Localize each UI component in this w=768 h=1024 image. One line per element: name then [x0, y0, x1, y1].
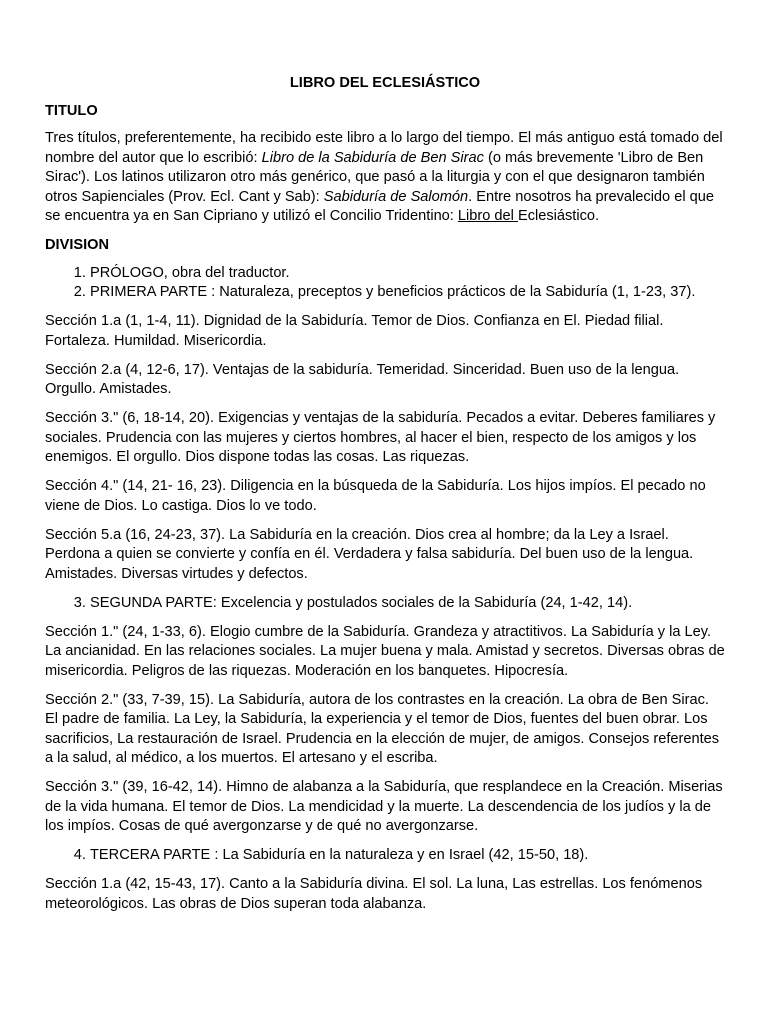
section-paragraph: Sección 1.a (42, 15-43, 17). Canto a la Sabiduría divina. El sol. La luna, Las estrellas. Los fenómenos meteorológicos. Las obras de Dios superan toda alabanza. — [45, 876, 703, 912]
titulo-paragraph: Tres títulos, preferentemente, ha recibido este libro a lo largo del tiempo. El más antiguo está tomado del nombre del autor que lo escribió: Libro de la Sabiduría de Ben Sirac (o más brevemente 'Libro de Ben Sirac'). Los latinos utilizaron otro más genérico, que pasó a la liturgia y con el que designaron también otros Sapienciales (Prov. Ecl. Cant y Sab): Sabiduría de Salomón. Entre nosotros ha prevalecido el que se encuentra ya en San Cipriano y utilizó el Concilio Tridentino: Libro del Eclesiástico. — [45, 130, 723, 224]
document-title: LIBRO DEL ECLESIÁSTICO — [289, 75, 481, 91]
part-item: 2. PRIMERA PARTE : Naturaleza, preceptos y beneficios prácticos de la Sabiduría (1, 1-23, 37). — [90, 283, 725, 303]
division-parts-list-c — [45, 846, 725, 866]
part-item: 3. SEGUNDA PARTE: Excelencia y postulados sociales de la Sabiduría (24, 1-42, 14). — [90, 594, 725, 614]
document-page — [45, 74, 725, 924]
section-paragraph: Sección 1.a (1, 1-4, 11). Dignidad de la Sabiduría. Temor de Dios. Confianza en El. Piedad filial. Fortaleza. Humildad. Misericordia. — [45, 313, 664, 349]
section-paragraph: Sección 4." (14, 21- 16, 23). Diligencia en la búsqueda de la Sabiduría. Los hijos impíos. El pecado no viene de Dios. Lo castiga. Dios lo ve todo. — [45, 478, 706, 514]
part-item: 1. PRÓLOGO, obra del traductor. — [90, 264, 725, 284]
division-parts-list-b — [45, 594, 725, 614]
section-paragraph: Sección 2.a (4, 12-6, 17). Ventajas de la sabiduría. Temeridad. Sinceridad. Buen uso de la lengua. Orgullo. Amistades. — [45, 361, 680, 397]
titulo-heading: TITULO — [45, 102, 98, 119]
section-paragraph: Sección 1." (24, 1-33, 6). Elogio cumbre de la Sabiduría. Grandeza y atractitivos. La Sabiduría y la Ley. La ancianidad. En las relaciones sociales. La mujer buena y mala. Amistad y secretos. Diversas obras de misericordia. Peligros de las riquezas. Moderación en los banquetes. Hipocresía. — [45, 623, 725, 679]
section-paragraph: Sección 3." (6, 18-14, 20). Exigencias y ventajas de la sabiduría. Pecados a evitar. Deberes familiares y sociales. Prudencia con las mujeres y ciertos hombres, al hacer el bien, respecto de los amigos y los enemigos. El orgullo. Dios dispone todas las cosas. Las riquezas. — [45, 410, 716, 465]
section-paragraph: Sección 5.a (16, 24-23, 37). La Sabiduría en la creación. Dios crea al hombre; da la Ley a Israel. Perdona a quien se convierte y confía en él. Verdadera y falsa sabiduría. Del buen uso de la lengua. Amistades. Diversas virtudes y defectos. — [45, 526, 694, 582]
division-heading: DIVISION — [45, 237, 110, 253]
part-item: 4. TERCERA PARTE : La Sabiduría en la naturaleza y en Israel (42, 15-50, 18). — [90, 846, 725, 866]
section-paragraph: Sección 2." (33, 7-39, 15). La Sabiduría, autora de los contrastes en la creación. La obra de Ben Sirac. El padre de familia. La Ley, la Sabiduría, la experiencia y el temor de Dios, fuentes del buen obrar. Los sacrificios, La restauración de Israel. Prudencia en la elección de mujer, de amigos. Consejos referentes a la salud, al médico, a los muertos. El artesano y el escriba. — [45, 691, 720, 766]
section-paragraph: Sección 3." (39, 16-42, 14). Himno de alabanza a la Sabiduría, que resplandece en la Creación. Miserias de la vida humana. El temor de Dios. La mendicidad y la muerte. La descendencia de los judíos y la de los impíos. Cosas de qué avergonzarse y de qué no avergonzarse. — [45, 779, 723, 834]
division-parts-list-a — [45, 264, 725, 303]
